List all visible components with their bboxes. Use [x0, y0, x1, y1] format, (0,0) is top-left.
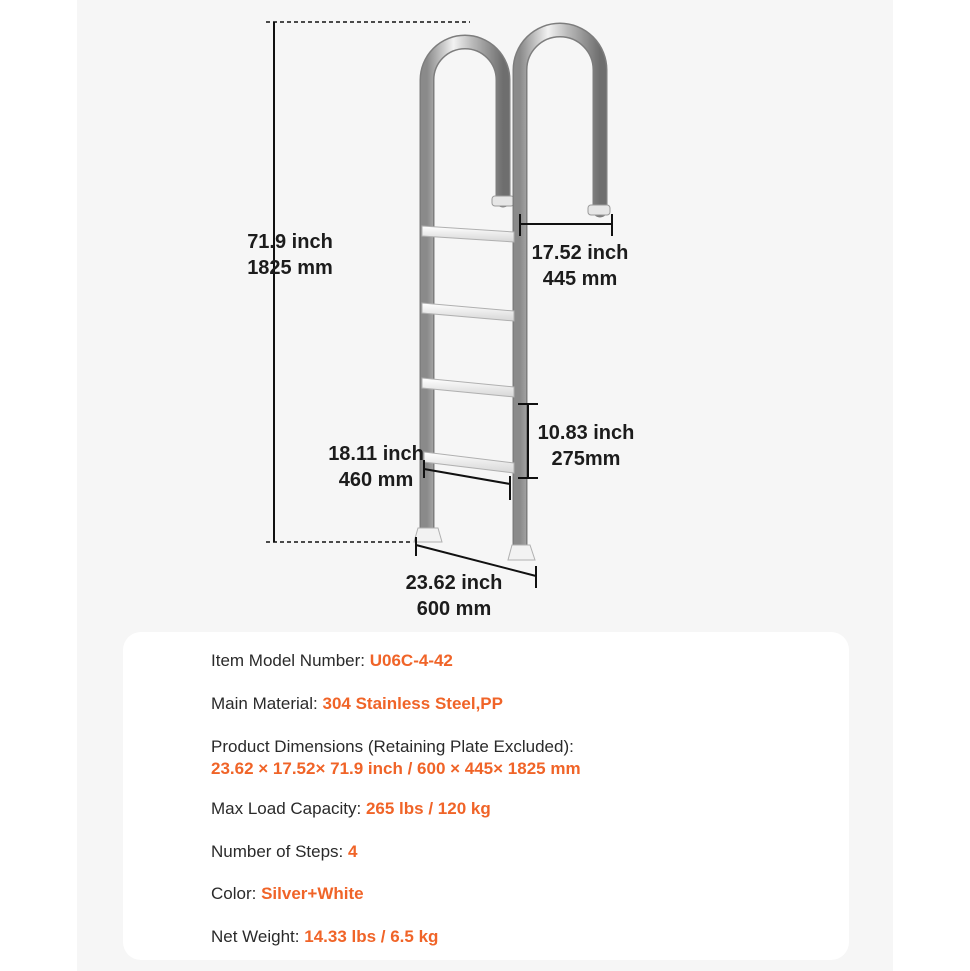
- spec-dimensions: [211, 736, 581, 780]
- step-width-label: [316, 441, 436, 493]
- spec-steps-value: 4: [348, 842, 358, 861]
- handrail-width-label: [520, 240, 640, 292]
- step-width-inch: 18.11 inch: [328, 443, 424, 465]
- spec-color-label: Color:: [211, 884, 262, 903]
- step-2: [422, 303, 514, 321]
- spec-color: [211, 883, 364, 905]
- spec-dimensions-label: Product Dimensions (Retaining Plate Excluded):: [211, 737, 574, 756]
- step-1: [422, 226, 514, 242]
- step-spacing-mm: 275mm: [551, 448, 621, 470]
- spec-steps: [211, 841, 357, 863]
- step-4: [424, 452, 514, 473]
- spec-model-value: U06C-4-42: [369, 651, 453, 670]
- base-depth-mm: 600 mm: [416, 598, 492, 620]
- spec-material: [211, 693, 503, 715]
- spec-steps-label: Number of Steps:: [211, 842, 349, 861]
- spec-color-value: Silver+White: [261, 884, 364, 903]
- spec-weight: [211, 926, 438, 948]
- spec-load: [211, 798, 491, 820]
- height-mm: 1825 mm: [247, 257, 333, 279]
- step-3: [422, 378, 514, 397]
- handrail-width-mm: 445 mm: [542, 268, 618, 290]
- handrail-width-inch: 17.52 inch: [531, 242, 629, 264]
- spec-dimensions-value: 23.62 × 17.52× 71.9 inch / 600 × 445× 1825 mm: [211, 759, 581, 778]
- spec-load-label: Max Load Capacity:: [211, 799, 366, 818]
- step-spacing-label: [528, 420, 644, 472]
- spec-model: [211, 650, 453, 672]
- base-depth-label: [394, 570, 514, 622]
- spec-weight-value: 14.33 lbs / 6.5 kg: [304, 927, 439, 946]
- height-inch: 71.9 inch: [247, 231, 333, 253]
- spec-material-label: Main Material:: [211, 694, 323, 713]
- handrail-width-dimension-line: [520, 214, 612, 236]
- spec-material-value: 304 Stainless Steel,PP: [322, 694, 503, 713]
- height-label: [230, 229, 350, 281]
- spec-load-value: 265 lbs / 120 kg: [365, 799, 491, 818]
- spec-card: [123, 632, 849, 960]
- spec-weight-label: Net Weight:: [211, 927, 305, 946]
- spec-model-label: Item Model Number:: [211, 651, 370, 670]
- ladder-steps: [422, 226, 514, 473]
- base-depth-inch: 23.62 inch: [405, 572, 503, 594]
- step-spacing-inch: 10.83 inch: [537, 422, 635, 444]
- step-width-mm: 460 mm: [338, 469, 414, 491]
